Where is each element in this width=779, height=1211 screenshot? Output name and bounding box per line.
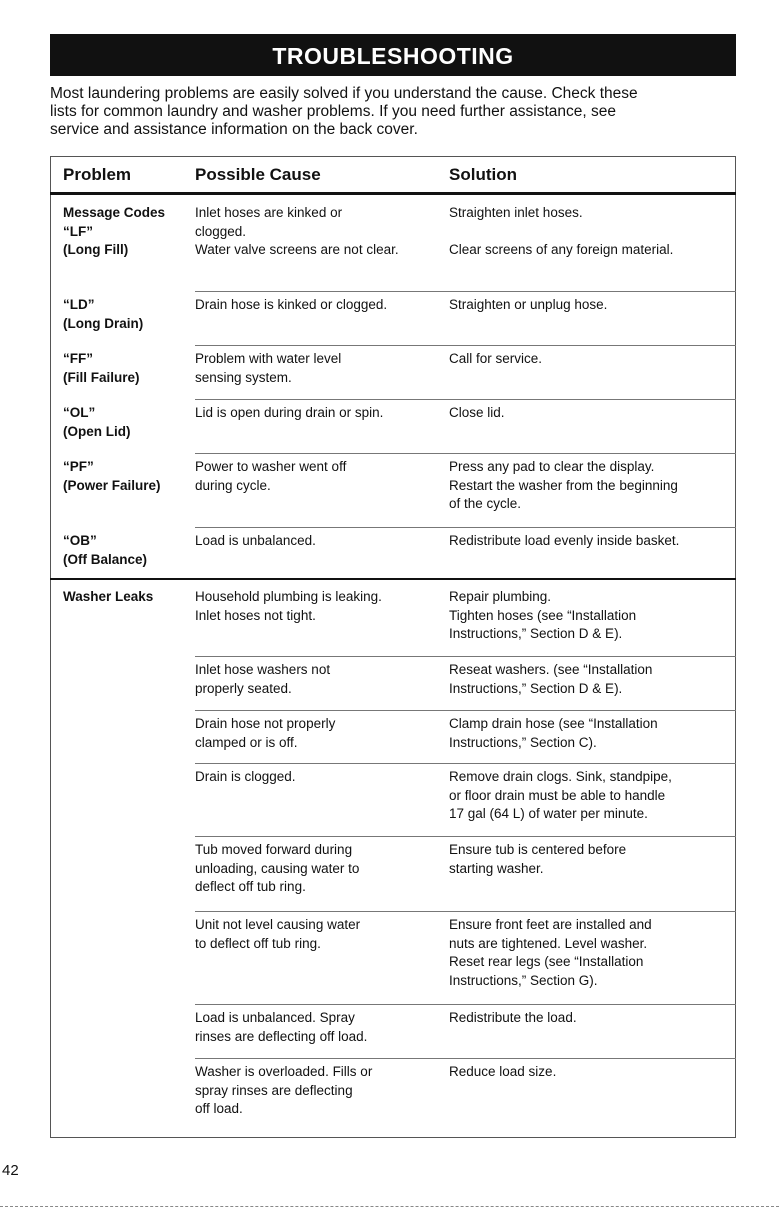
problem-cell (63, 532, 147, 569)
problem-cell-line: Message Codes (63, 205, 166, 220)
solution-cell-line: Press any pad to clear the display. (449, 459, 655, 474)
cause-cell (195, 404, 383, 423)
row-divider (195, 763, 736, 764)
intro-line: service and assistance information on the back cover. (50, 121, 418, 138)
solution-cell (449, 532, 679, 551)
cause-cell-line: Problem with water level (195, 351, 342, 366)
cause-cell (195, 661, 330, 698)
solution-cell-line: Call for service. (449, 351, 543, 366)
row-divider (195, 1004, 736, 1005)
cause-cell (195, 532, 316, 551)
problem-cell (63, 204, 165, 260)
problem-cell-line: (Long Fill) (63, 242, 129, 257)
row-divider (195, 836, 736, 837)
solution-cell (449, 768, 672, 824)
problem-cell-line: “OL” (63, 405, 96, 420)
row-divider (195, 710, 736, 711)
page-number: 42 (2, 1162, 19, 1179)
page-title: TROUBLESHOOTING (50, 34, 736, 76)
cause-cell (195, 1009, 367, 1046)
cause-cell (195, 841, 359, 897)
problem-cell-line: “LF” (63, 223, 93, 239)
cause-cell-line: clamped or is off. (195, 734, 298, 750)
solution-cell-line: Tighten hoses (see “Installation (449, 607, 637, 623)
solution-cell (449, 458, 678, 514)
cause-cell (195, 916, 360, 953)
cause-cell (195, 458, 346, 495)
solution-cell-line: Redistribute load evenly inside basket. (449, 533, 680, 548)
row-divider (195, 345, 736, 346)
solution-cell-line: starting washer. (449, 860, 544, 876)
cause-cell-line: Water valve screens are not clear. (195, 242, 399, 257)
column-header-cause: Possible Cause (195, 165, 321, 184)
row-divider (195, 656, 736, 657)
intro-paragraph (50, 85, 750, 139)
solution-cell-line: Instructions,” Section D & E). (449, 626, 623, 641)
problem-cell (63, 404, 131, 441)
solution-cell (449, 204, 673, 260)
cause-cell-line: deflect off tub ring. (195, 879, 306, 894)
cause-cell-line: Drain hose is kinked or clogged. (195, 297, 388, 312)
cause-cell-line: Load is unbalanced. (195, 533, 316, 548)
problem-cell (63, 296, 143, 333)
solution-cell (449, 1009, 577, 1028)
solution-cell-line: Restart the washer from the beginning (449, 477, 678, 493)
cause-cell-line: to deflect off tub ring. (195, 935, 321, 951)
problem-cell-line: “LD” (63, 297, 95, 312)
row-divider (195, 1058, 736, 1059)
cause-cell-line: Washer is overloaded. Fills or (195, 1064, 373, 1079)
solution-cell-line: Clamp drain hose (see “Installation (449, 716, 658, 731)
solution-cell-line: Instructions,” Section D & E). (449, 680, 623, 696)
solution-cell-line: Ensure tub is centered before (449, 842, 627, 857)
cause-cell (195, 296, 387, 315)
intro-line: lists for common laundry and washer problems. If you need further assistance, see (50, 103, 617, 120)
cause-cell-line: Drain is clogged. (195, 769, 296, 784)
solution-cell-line: Ensure front feet are installed and (449, 917, 652, 932)
problem-cell-line: (Fill Failure) (63, 369, 140, 385)
solution-cell-line: Redistribute the load. (449, 1010, 577, 1025)
solution-cell-line: Reset rear legs (see “Installation (449, 954, 644, 969)
problem-cell-line: “FF” (63, 351, 93, 366)
column-header-problem: Problem (63, 165, 132, 184)
solution-cell-line: Close lid. (449, 405, 505, 420)
problem-cell-line: (Long Drain) (63, 315, 144, 331)
cause-cell-line: Drain hose not properly (195, 716, 336, 731)
solution-cell-line (449, 223, 673, 242)
cause-cell-line: Inlet hoses are kinked or (195, 205, 343, 220)
solution-cell-line: nuts are tightened. Level washer. (449, 935, 648, 951)
solution-cell-line: Straighten or unplug hose. (449, 297, 608, 312)
cause-cell-line: unloading, causing water to (195, 860, 360, 876)
problem-cell-line: (Open Lid) (63, 423, 131, 439)
solution-cell (449, 841, 626, 878)
problem-cell-line: (Off Balance) (63, 551, 148, 567)
row-divider (195, 911, 736, 912)
cause-cell (195, 204, 399, 260)
column-header-solution: Solution (449, 165, 517, 184)
solution-cell-line: Reduce load size. (449, 1064, 557, 1079)
cause-cell-line: Household plumbing is leaking. (195, 589, 382, 604)
solution-cell-line: Repair plumbing. (449, 589, 552, 604)
cause-cell (195, 588, 382, 625)
solution-cell-line: Remove drain clogs. Sink, standpipe, (449, 769, 672, 784)
cause-cell-line: sensing system. (195, 369, 292, 385)
cause-cell-line: Power to washer went off (195, 459, 347, 474)
solution-cell (449, 1063, 556, 1082)
solution-cell-line: Reseat washers. (see “Installation (449, 662, 653, 677)
solution-cell (449, 916, 652, 990)
cause-cell-line: Load is unbalanced. Spray (195, 1010, 355, 1025)
section-rule (50, 578, 736, 580)
cause-cell-line: spray rinses are deflecting (195, 1082, 353, 1098)
intro-line: Most laundering problems are easily solved if you understand the cause. Check these (50, 85, 638, 102)
solution-cell (449, 661, 652, 698)
cause-cell (195, 1063, 372, 1119)
solution-cell-line: Instructions,” Section G). (449, 972, 598, 988)
header-rule (50, 192, 736, 195)
page-bottom-edge (0, 1206, 779, 1207)
cause-cell-line: Unit not level causing water (195, 917, 361, 932)
row-divider (195, 527, 736, 528)
solution-cell-line: of the cycle. (449, 496, 522, 511)
solution-cell (449, 296, 607, 315)
cause-cell (195, 350, 341, 387)
problem-cell (63, 350, 140, 387)
row-divider (195, 399, 736, 400)
solution-cell-line: or floor drain must be able to handle (449, 787, 666, 803)
solution-cell-line: Clear screens of any foreign material. (449, 242, 674, 257)
cause-cell-line: Inlet hose washers not (195, 662, 331, 677)
problem-cell-line: “PF” (63, 459, 94, 474)
cause-cell-line: Tub moved forward during (195, 842, 353, 857)
solution-cell-line: Straighten inlet hoses. (449, 205, 583, 220)
cause-cell-line: properly seated. (195, 680, 292, 696)
solution-cell (449, 588, 636, 644)
problem-cell-line: “OB” (63, 533, 97, 548)
row-divider (195, 291, 736, 292)
solution-cell-line: 17 gal (64 L) of water per minute. (449, 806, 648, 821)
troubleshooting-table (50, 156, 736, 1138)
problem-cell (63, 458, 161, 495)
cause-cell-line: Lid is open during drain or spin. (195, 405, 384, 420)
problem-cell-line: (Power Failure) (63, 477, 161, 493)
cause-cell-line: Inlet hoses not tight. (195, 607, 316, 623)
cause-cell-line: rinses are deflecting off load. (195, 1028, 368, 1044)
cause-cell (195, 715, 335, 752)
solution-cell (449, 404, 505, 423)
cause-cell-line: during cycle. (195, 477, 271, 493)
row-divider (195, 453, 736, 454)
cause-cell (195, 768, 296, 787)
solution-cell (449, 715, 658, 752)
problem-cell-line: Washer Leaks (63, 589, 154, 604)
solution-cell-line: Instructions,” Section C). (449, 734, 597, 750)
solution-cell (449, 350, 542, 369)
cause-cell-line: off load. (195, 1101, 243, 1116)
problem-cell (63, 588, 153, 607)
cause-cell-line: clogged. (195, 223, 247, 239)
